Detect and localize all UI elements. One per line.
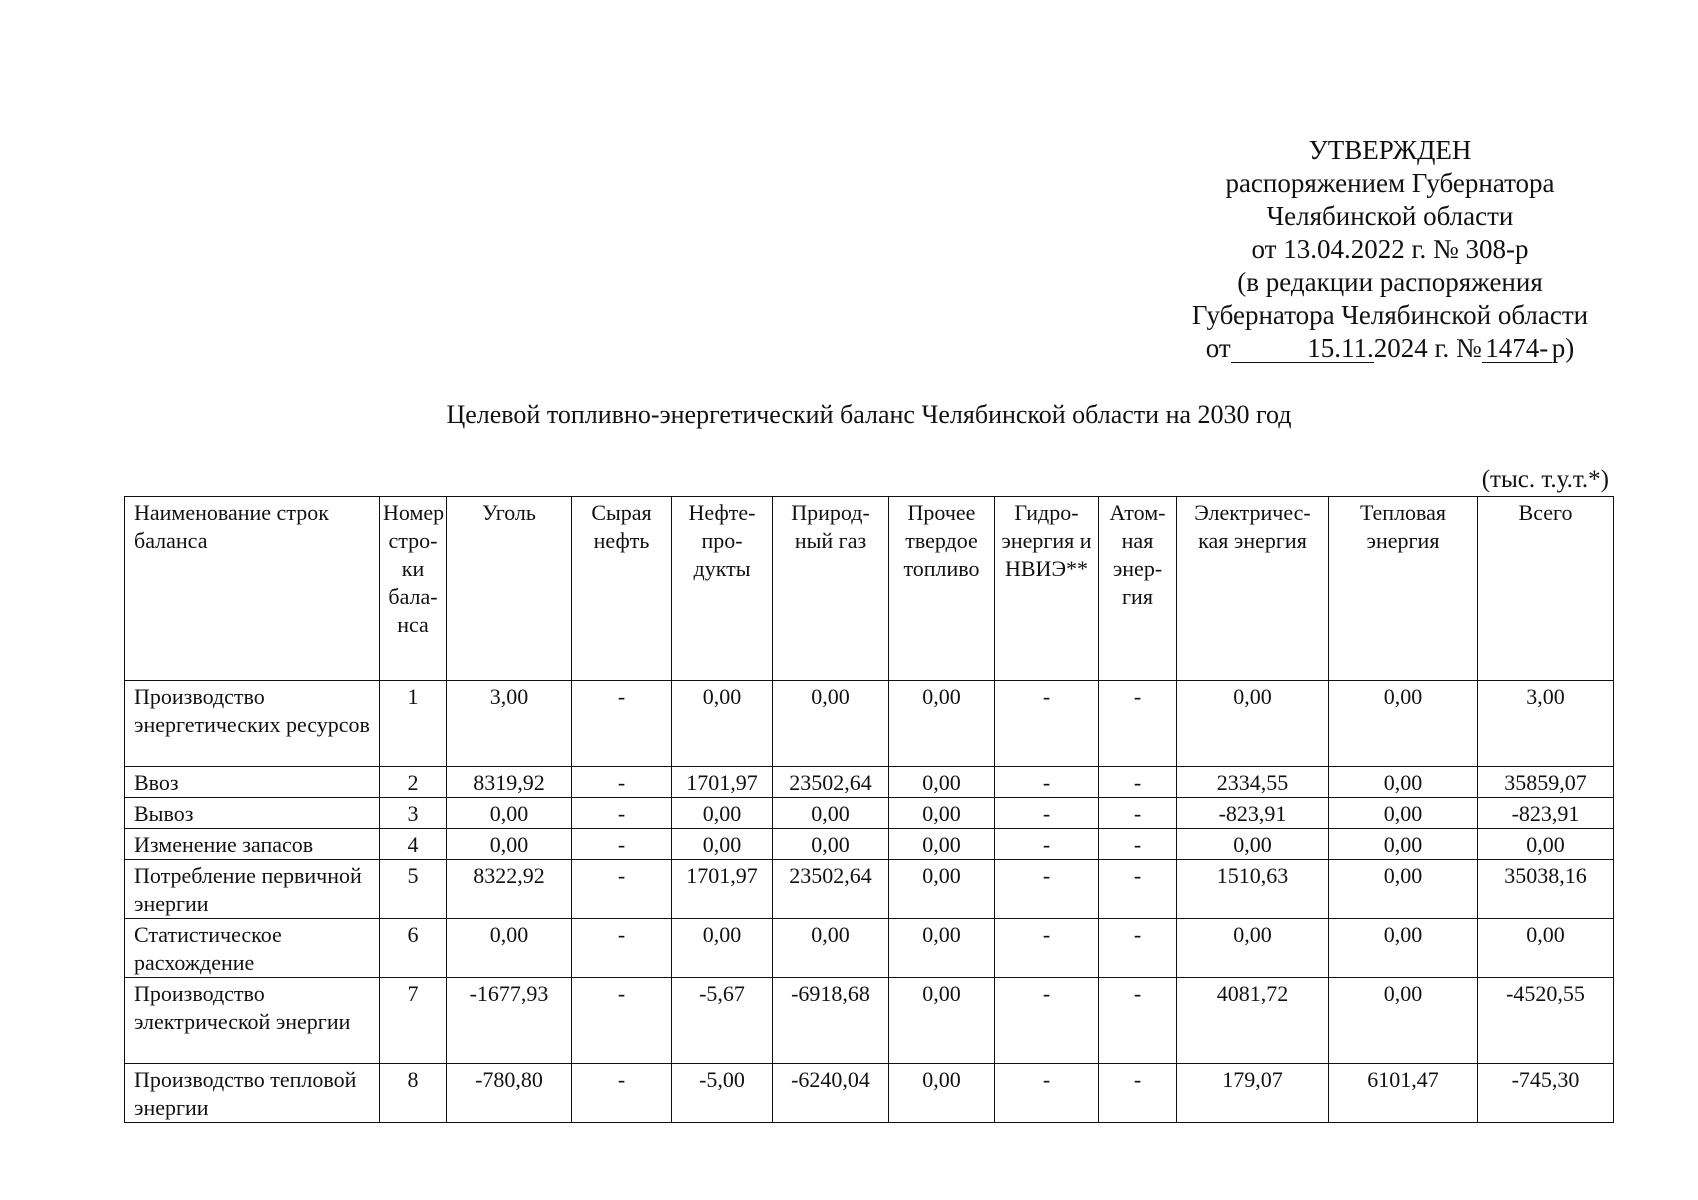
revision-suffix: р) xyxy=(1551,333,1575,363)
row-label: Производство тепловой энергии xyxy=(125,1064,380,1123)
table-cell: - xyxy=(572,978,672,1064)
row-label: Ввоз xyxy=(125,767,380,798)
table-row xyxy=(125,681,1614,767)
table-cell: 0,00 xyxy=(1329,798,1478,829)
table-cell: 0,00 xyxy=(889,767,995,798)
approval-authority: распоряжением Губернатора xyxy=(1225,168,1555,198)
table-cell: 0,00 xyxy=(1329,978,1478,1064)
header-cell: Наименование строк баланса xyxy=(125,497,380,681)
table-cell: - xyxy=(995,681,1099,767)
revision-number: 1474- xyxy=(1482,334,1552,363)
table-cell: 179,07 xyxy=(1177,1064,1329,1123)
table-row xyxy=(125,1064,1614,1123)
table-cell: - xyxy=(572,798,672,829)
table-cell: -6240,04 xyxy=(773,1064,889,1123)
row-number: 7 xyxy=(380,978,447,1064)
table-cell: 3,00 xyxy=(1478,681,1614,767)
header-cell: Всего xyxy=(1478,497,1614,681)
table-cell: 0,00 xyxy=(447,919,572,978)
table-cell: 0,00 xyxy=(672,829,773,860)
table-cell: -1677,93 xyxy=(447,978,572,1064)
header-cell: Номер стро- ки бала- нса xyxy=(380,497,447,681)
row-number: 6 xyxy=(380,919,447,978)
table-cell: - xyxy=(1099,798,1177,829)
table-cell: 0,00 xyxy=(1177,919,1329,978)
table-cell: 35038,16 xyxy=(1478,860,1614,919)
units-note: (тыс. т.у.т.*) xyxy=(1481,466,1609,493)
revision-prefix: от xyxy=(1205,333,1231,363)
table-cell: 0,00 xyxy=(889,1064,995,1123)
table-cell: - xyxy=(995,798,1099,829)
table-cell: -745,30 xyxy=(1478,1064,1614,1123)
header-cell: Природ- ный газ xyxy=(773,497,889,681)
table-cell: 2334,55 xyxy=(1177,767,1329,798)
header-cell: Уголь xyxy=(447,497,572,681)
table-cell: 0,00 xyxy=(773,829,889,860)
table-cell: -823,91 xyxy=(1177,798,1329,829)
table-cell: - xyxy=(1099,978,1177,1064)
table-cell: - xyxy=(572,829,672,860)
table-cell: - xyxy=(1099,860,1177,919)
table-cell: 1510,63 xyxy=(1177,860,1329,919)
approval-revision-authority: Губернатора Челябинской области xyxy=(1191,300,1589,330)
table-cell: - xyxy=(572,1064,672,1123)
row-label: Потребление первичной энергии xyxy=(125,860,380,919)
table-cell: 1701,97 xyxy=(672,860,773,919)
table-cell: - xyxy=(1099,767,1177,798)
row-label: Производство энергетических ресурсов xyxy=(125,681,380,767)
table-cell: - xyxy=(1099,1064,1177,1123)
balance-table xyxy=(124,496,1614,1123)
approval-region: Челябинской области xyxy=(1266,201,1514,231)
row-number: 8 xyxy=(380,1064,447,1123)
table-cell: 0,00 xyxy=(1329,860,1478,919)
table-cell: - xyxy=(995,829,1099,860)
document-title: Целевой топливно-энергетический баланс Челябинской области на 2030 год xyxy=(446,400,1292,429)
table-cell: 0,00 xyxy=(447,798,572,829)
row-label: Статистическое расхождение xyxy=(125,919,380,978)
table-cell: 35859,07 xyxy=(1478,767,1614,798)
header-cell: Нефте- про- дукты xyxy=(672,497,773,681)
table-cell: 3,00 xyxy=(447,681,572,767)
table-cell: - xyxy=(995,1064,1099,1123)
table-cell: - xyxy=(572,919,672,978)
table-cell: - xyxy=(572,767,672,798)
table-cell: 0,00 xyxy=(889,798,995,829)
row-number: 4 xyxy=(380,829,447,860)
table-cell: 23502,64 xyxy=(773,860,889,919)
header-cell: Тепловая энергия xyxy=(1329,497,1478,681)
table-cell: - xyxy=(572,860,672,919)
table-cell: 0,00 xyxy=(773,798,889,829)
table-cell: 1701,97 xyxy=(672,767,773,798)
row-label: Изменение запасов xyxy=(125,829,380,860)
row-label: Производство электрической энергии xyxy=(125,978,380,1064)
table-cell: 0,00 xyxy=(447,829,572,860)
table-cell: 0,00 xyxy=(672,681,773,767)
table-cell: 0,00 xyxy=(1177,829,1329,860)
header-cell: Электричес- кая энергия xyxy=(1177,497,1329,681)
table-cell: 0,00 xyxy=(1478,919,1614,978)
approval-block xyxy=(1150,134,1630,365)
table-cell: 0,00 xyxy=(672,798,773,829)
table-row xyxy=(125,829,1614,860)
table-cell: - xyxy=(1099,681,1177,767)
table-cell: 23502,64 xyxy=(773,767,889,798)
table-cell: 0,00 xyxy=(1329,919,1478,978)
table-cell: 0,00 xyxy=(1478,829,1614,860)
row-number: 5 xyxy=(380,860,447,919)
table-cell: -4520,55 xyxy=(1478,978,1614,1064)
table-cell: 8322,92 xyxy=(447,860,572,919)
table-cell: - xyxy=(1099,919,1177,978)
table-row xyxy=(125,767,1614,798)
row-label: Вывоз xyxy=(125,798,380,829)
row-number: 2 xyxy=(380,767,447,798)
approval-status: УТВЕРЖДЕН xyxy=(1308,135,1472,165)
table-cell: - xyxy=(1099,829,1177,860)
table-cell: - xyxy=(995,767,1099,798)
header-cell: Сырая нефть xyxy=(572,497,672,681)
table-cell: 0,00 xyxy=(773,919,889,978)
row-number: 3 xyxy=(380,798,447,829)
table-cell: - xyxy=(995,919,1099,978)
table-cell: 0,00 xyxy=(672,919,773,978)
table-cell: 0,00 xyxy=(889,919,995,978)
table-cell: 0,00 xyxy=(889,829,995,860)
header-cell: Атом- ная энер- гия xyxy=(1099,497,1177,681)
table-row xyxy=(125,860,1614,919)
revision-year: 2024 г. № xyxy=(1373,333,1482,363)
table-cell: 0,00 xyxy=(1329,767,1478,798)
table-cell: 8319,92 xyxy=(447,767,572,798)
table-cell: 0,00 xyxy=(1329,681,1478,767)
table-cell: 0,00 xyxy=(773,681,889,767)
table-cell: - xyxy=(572,681,672,767)
row-number: 1 xyxy=(380,681,447,767)
approval-revision-date-line xyxy=(1150,332,1630,365)
table-cell: -823,91 xyxy=(1478,798,1614,829)
table-cell: -5,00 xyxy=(672,1064,773,1123)
header-cell: Прочее твердое топливо xyxy=(889,497,995,681)
table-cell: - xyxy=(995,978,1099,1064)
table-cell: -5,67 xyxy=(672,978,773,1064)
table-cell: 6101,47 xyxy=(1329,1064,1478,1123)
table-row xyxy=(125,798,1614,829)
table-cell: 0,00 xyxy=(1177,681,1329,767)
table-cell: 0,00 xyxy=(889,978,995,1064)
table-row xyxy=(125,978,1614,1064)
approval-original-date: от 13.04.2022 г. № 308-р xyxy=(1251,234,1529,264)
table-cell: 4081,72 xyxy=(1177,978,1329,1064)
table-cell: 0,00 xyxy=(1329,829,1478,860)
revision-date: 15.11. xyxy=(1231,334,1374,363)
approval-revision-note: (в редакции распоряжения xyxy=(1237,267,1543,297)
table-header-row xyxy=(125,497,1614,681)
table-cell: -6918,68 xyxy=(773,978,889,1064)
table-cell: 0,00 xyxy=(889,681,995,767)
table-cell: 0,00 xyxy=(889,860,995,919)
table-row xyxy=(125,919,1614,978)
table-cell: - xyxy=(995,860,1099,919)
table-cell: -780,80 xyxy=(447,1064,572,1123)
header-cell: Гидро- энергия и НВИЭ** xyxy=(995,497,1099,681)
